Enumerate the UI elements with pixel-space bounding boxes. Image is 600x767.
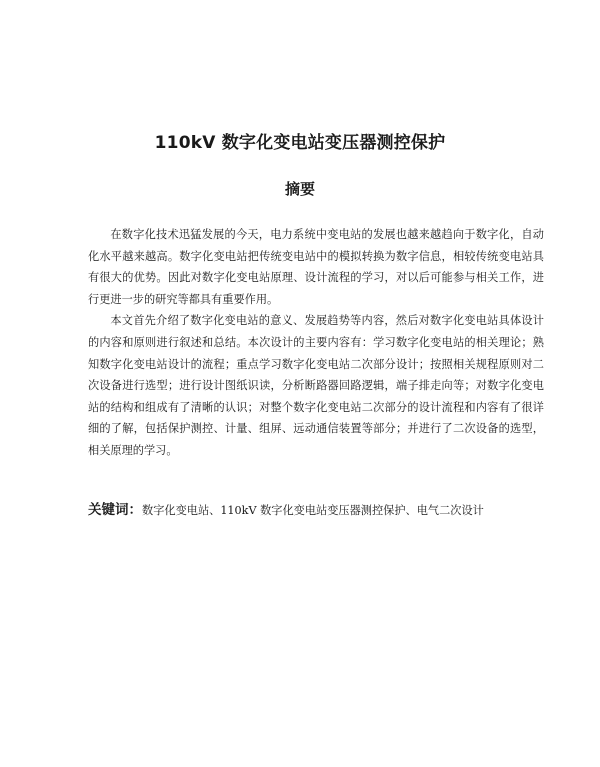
document-title: 110kV 数字化变电站变压器测控保护 [154,133,446,153]
keywords-text: 数字化变电站、110kV 数字化变电站变压器测控保护、电气二次设计 [142,504,484,517]
keywords-label: 关键词： [88,502,142,518]
abstract-heading: 摘要 [284,180,315,198]
abstract-paragraph-2: 本文首先介绍了数字化变电站的意义、发展趋势等内容，然后对数字化变电站具体设计的内容和原则进行叙述和总结。本次设计的主要内容有：学习数字化变电站的相关理论；熟知数字化变电站设计的流程；重点学习数字化变电站二次部分设计；按照相关规程原则对二次设备进行选型；进行设计图纸识读，分析断路器回路逻辑，端子排走向等；对数字化变电站的结构和组成有了清晰的认识；对整个数字化变电站二次部分的设计流程和内容有了很详细的了解，包括保护测控、计量、组屏、远动通信装置等部分；并进行了二次设备的选型，相关原理的学习。 [88,314,544,457]
keywords-line [88,500,558,521]
abstract-paragraph-1: 在数字化技术迅猛发展的今天，电力系统中变电站的发展也越来越趋向于数字化，自动化水平越来越高。数字化变电站把传统变电站中的模拟转换为数字信息，相较传统变电站具有很大的优势。因此对数字化变电站原理、设计流程的学习，对以后可能参与相关工作，进行更进一步的研究等都具有重要作用。 [88,228,544,306]
abstract-body [88,224,544,462]
